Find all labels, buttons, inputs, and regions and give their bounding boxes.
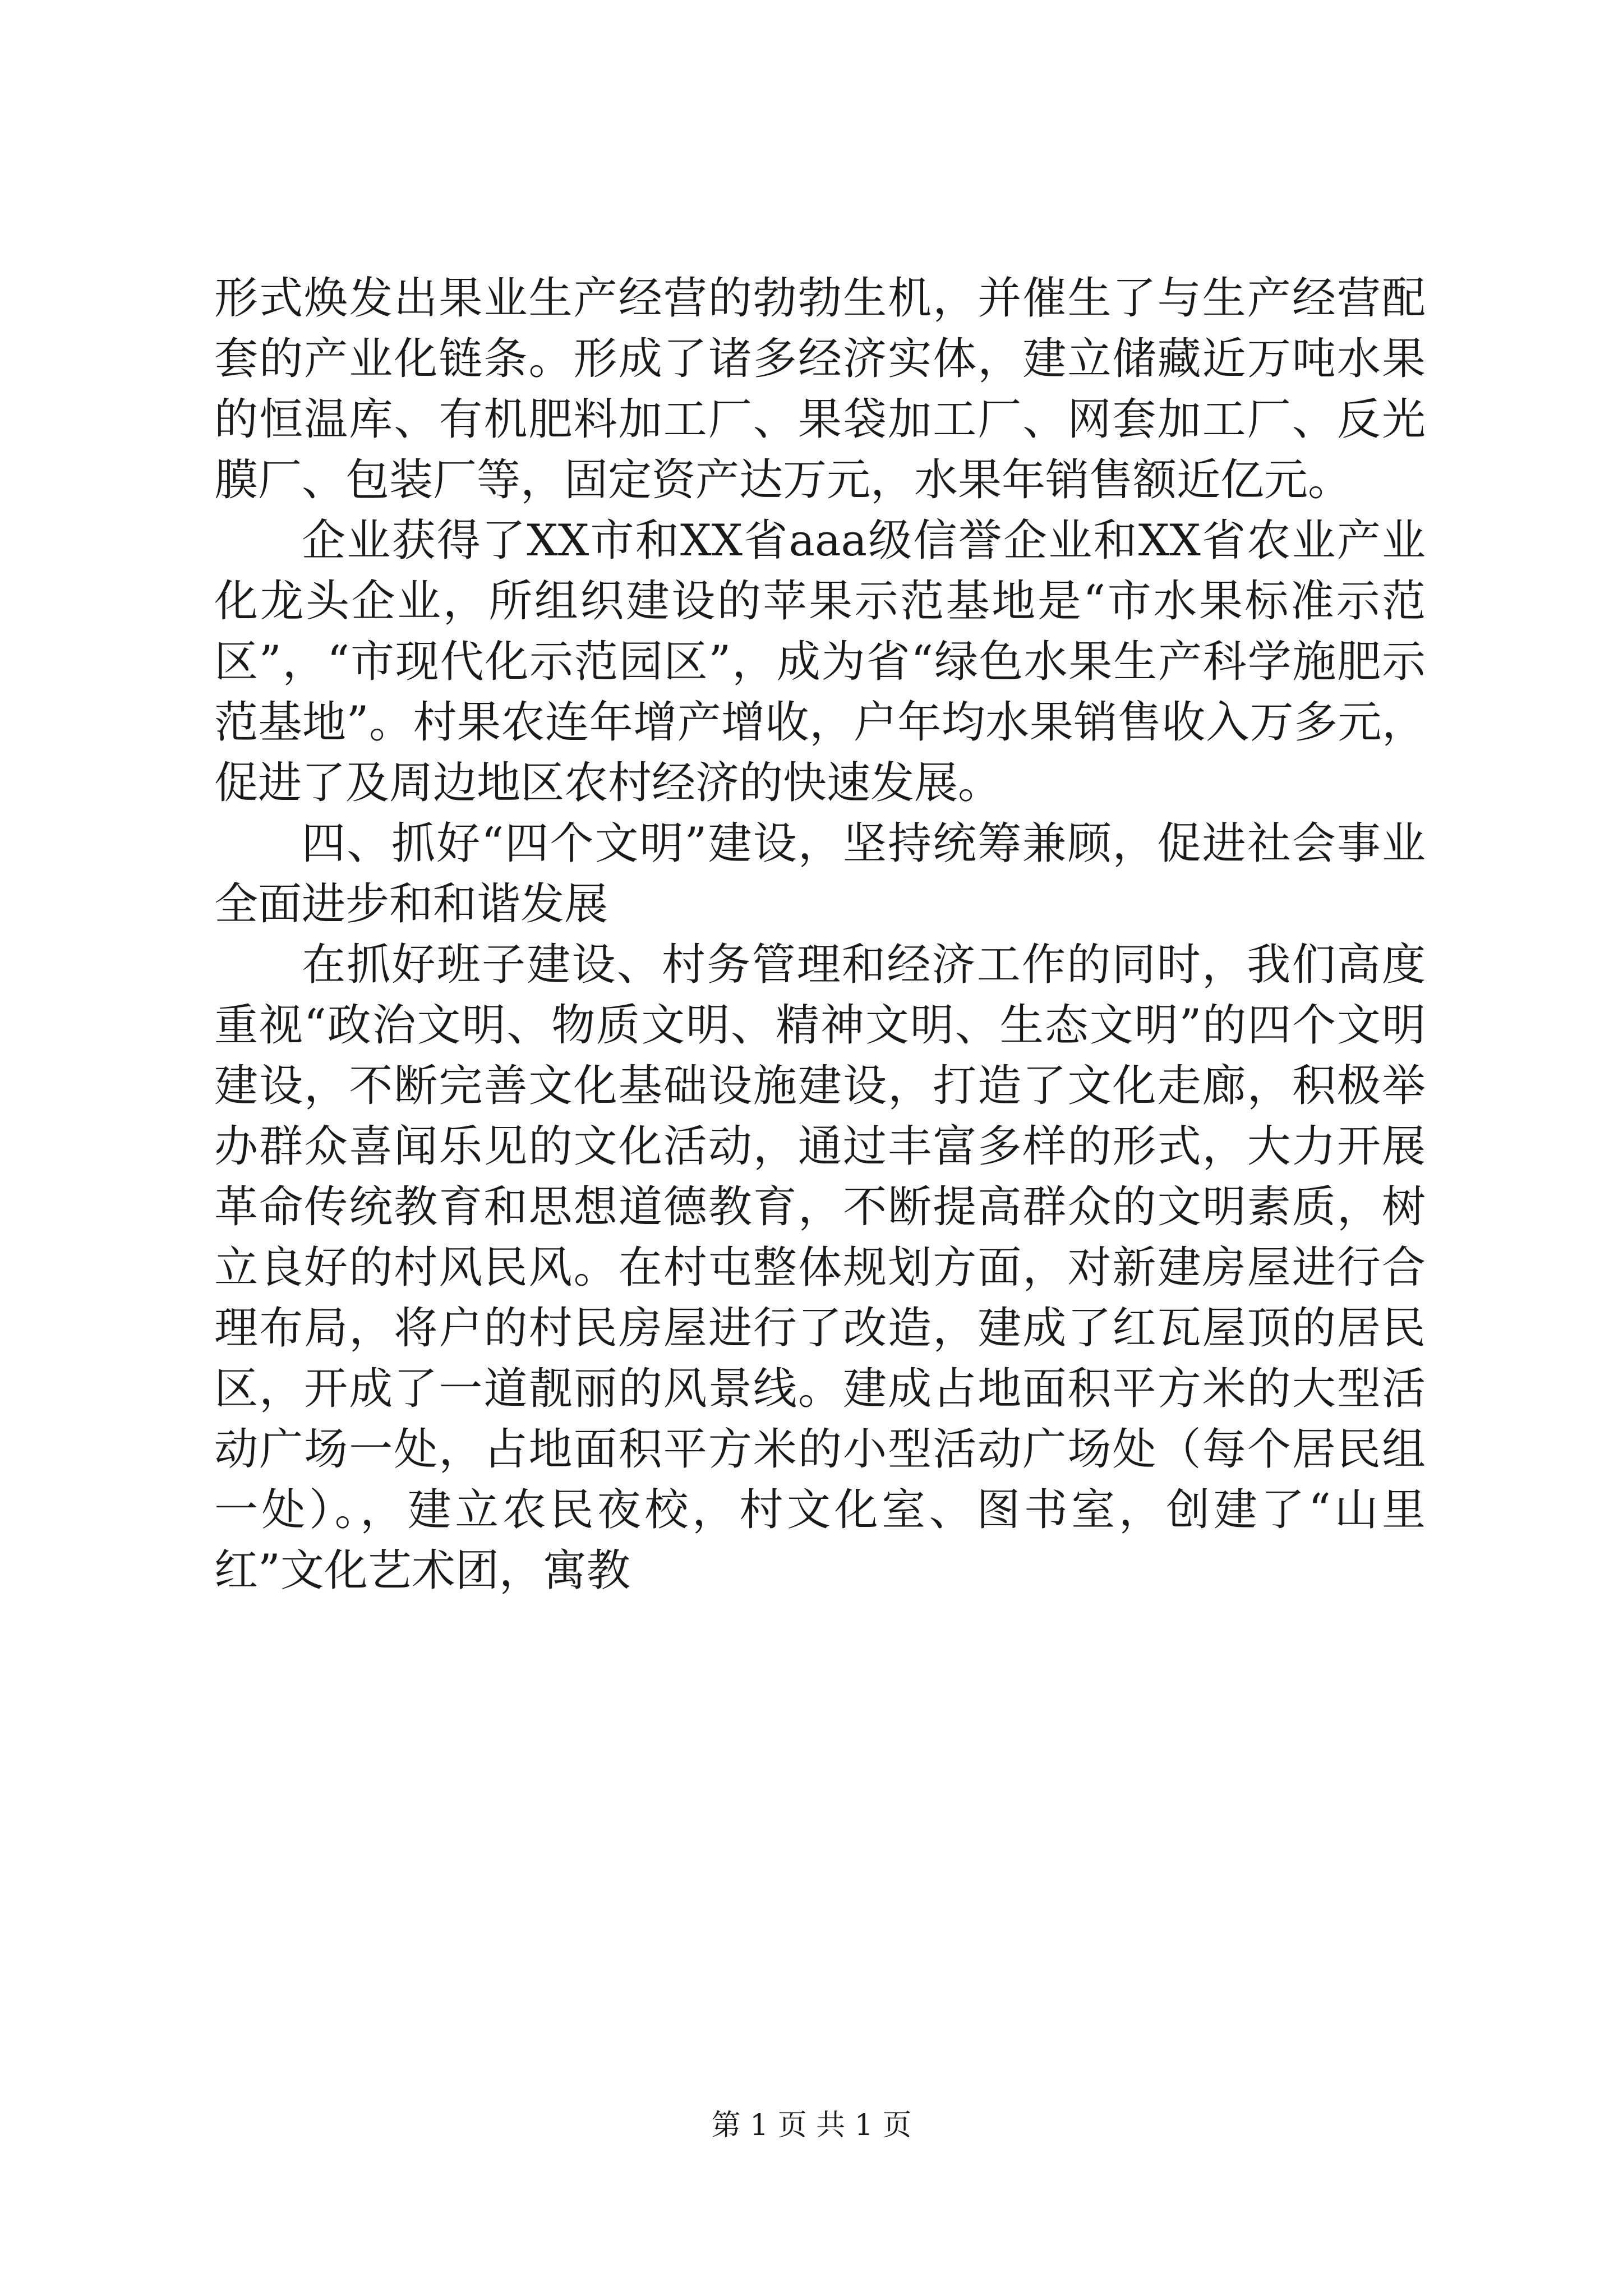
section-heading-four-civilizations: 四、抓好“四个文明”建设，坚持统筹兼顾，促进社会事业全面进步和和谐发展 [214, 818, 1426, 930]
paragraph-enterprise-honors: 企业获得了XX市和XX省aaa级信誉企业和XX省农业产业化龙头企业，所组织建设的苹果示范基地是“市水果标准示范区”，“市现代化示范园区”，成为省“绿色水果生产科学施肥示范基地”。村果农连年增产增收，户年均水果销售收入万多元，促进了及周边地区农村经济的快速发展。 [214, 516, 1426, 808]
paragraph-culture-construction: 在抓好班子建设、村务管理和经济工作的同时，我们高度重视“政治文明、物质文明、精神文明、生态文明”的四个文明建设，不断完善文化基础设施建设，打造了文化走廊，积极举办群众喜闻乐见的文化活动，通过丰富多样的形式，大力开展革命传统教育和思想道德教育，不断提高群众的文明素质，树立良好的村风民风。在村屯整体规划方面，对新建房屋进行合理布局，将户的村民房屋进行了改造，建成了红瓦屋顶的居民区，开成了一道靓丽的风景线。建成占地面积平方米的大型活动广场一处，占地面积平方米的小型活动广场处（每个居民组一处）。，建立农民夜校，村文化室、图书室，创建了“山里红”文化艺术团，寓教 [214, 940, 1426, 1596]
document-body [214, 268, 1426, 1601]
page-footer: 第 1 页 共 1 页 [711, 2109, 912, 2142]
paragraph-continuation: 形式焕发出果业生产经营的勃勃生机，并催生了与生产经营配套的产业化链条。形成了诸多经济实体，建立储藏近万吨水果的恒温库、有机肥料加工厂、果袋加工厂、网套加工厂、反光膜厂、包装厂等，固定资产达万元，水果年销售额近亿元。 [214, 273, 1426, 505]
